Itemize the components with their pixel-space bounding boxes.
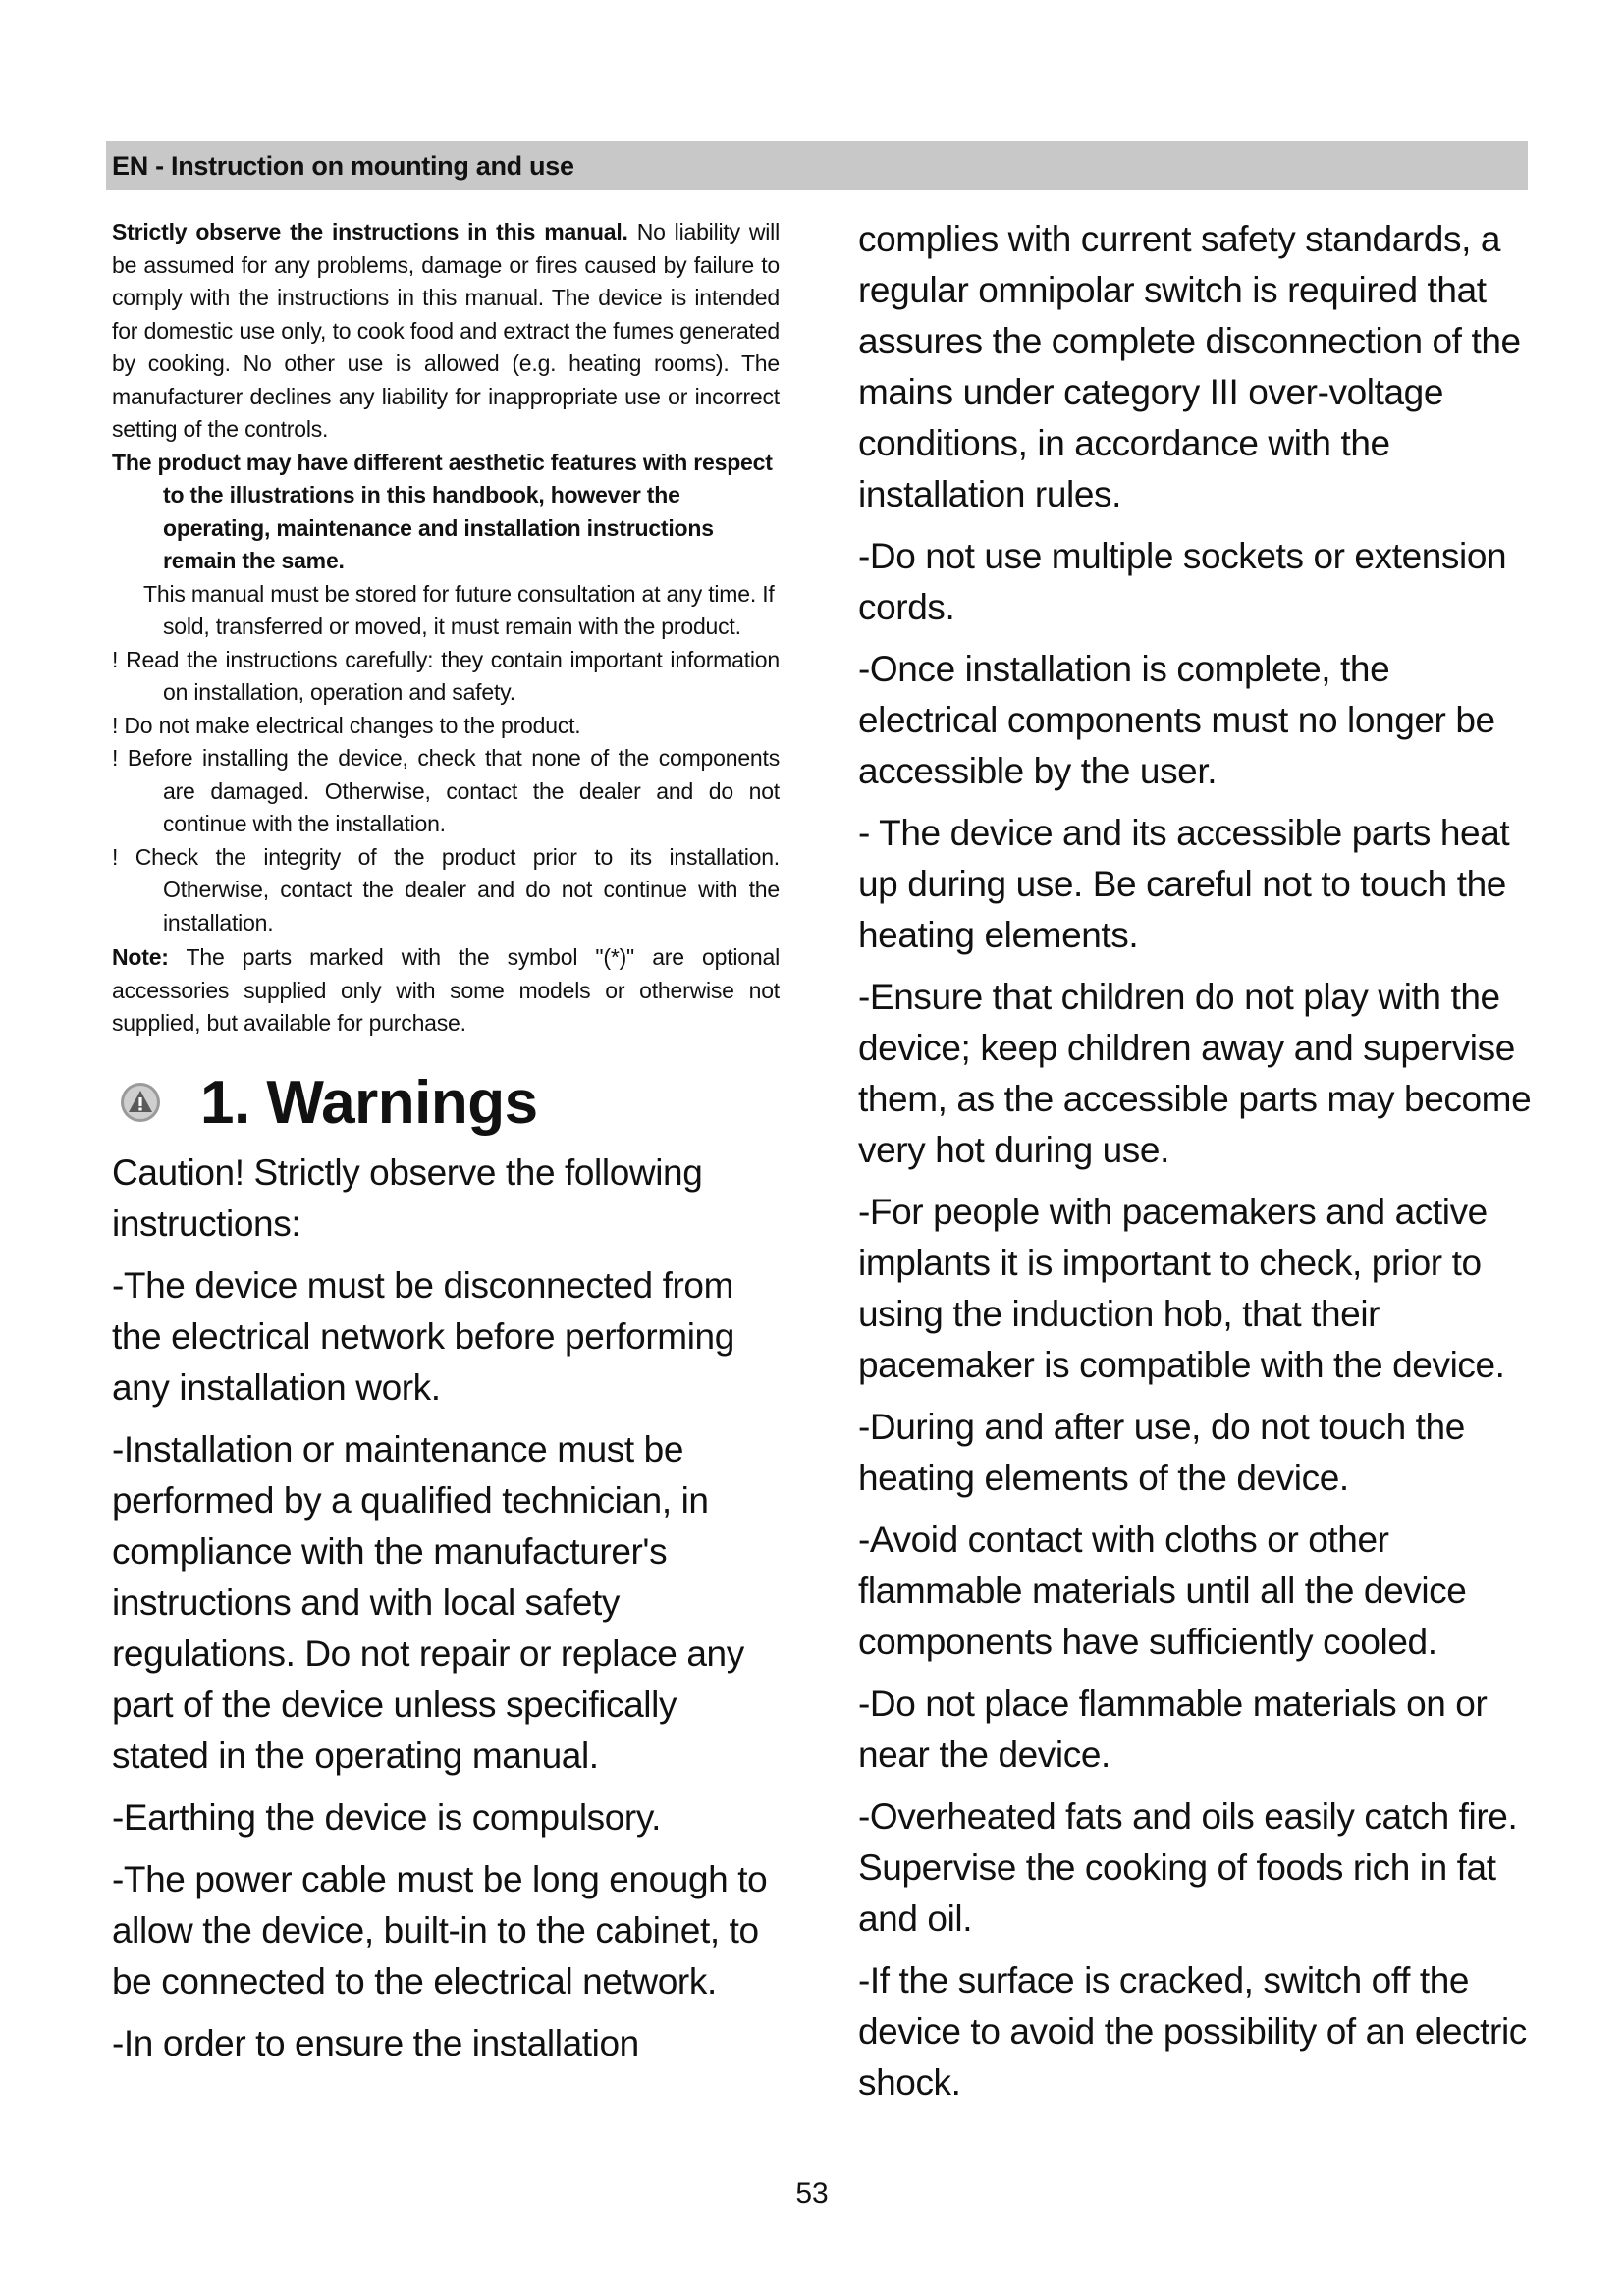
warning-item: -During and after use, do not touch the heating elements of the device.: [858, 1407, 1465, 1498]
warning-caution: Caution! Strictly observe the following instructions:: [112, 1151, 703, 1244]
warning-icon: [120, 1082, 161, 1123]
left-column: [112, 216, 780, 2080]
intro-note: [112, 941, 780, 1041]
intro-aesthetic-note: The product may have different aesthetic features with respect to the illustrations in this handbook, however the operating, maintenance and installation instructions remain the same.: [112, 449, 773, 573]
warning-item: -In order to ensure the installation: [112, 2022, 639, 2063]
intro-p1-text: No liability will be assumed for any problems, damage or fires caused by failure to comply with the instructions in this manual. The device is intended for domestic use only, to cook food and extract the fumes generated by cooking. No other use is allowed (e.g. heating rooms). The manufacturer declines any liability for inappropriate use or incorrect setting of the controls.: [112, 219, 781, 442]
warning-item: complies with current safety standards, a regular omnipolar switch is required that assures the complete disconnection of the mains under category III over-voltage conditions, in accordance with the installation rules.: [858, 219, 1521, 514]
intro-block: [112, 216, 780, 1041]
note-text: The parts marked with the symbol "(*)" are optional accessories supplied only with some models or otherwise not supplied, but available for purchase.: [112, 944, 780, 1036]
warnings-left-list: [112, 1148, 780, 2069]
warnings-heading: [112, 1068, 780, 1138]
warning-item: -Do not place flammable materials on or near the device.: [858, 1683, 1488, 1775]
intro-bullet-3: ! Before installing the device, check that none of the components are damaged. Otherwise, contact the dealer and do not continue with the installation.: [112, 745, 780, 836]
warning-item: -Ensure that children do not play with the device; keep children away and supervise them, as the accessible parts may become very hot during use.: [858, 977, 1532, 1170]
intro-storage-note: This manual must be stored for future consultation at any time. If sold, transferred or moved, it must remain with the product.: [143, 580, 775, 639]
warning-item: -Once installation is complete, the electrical components must no longer be accessible by the user.: [858, 649, 1495, 791]
section-header-title: EN - Instruction on mounting and use: [112, 151, 574, 181]
warning-item: - The device and its accessible parts heat up during use. Be careful not to touch the heating elements.: [858, 813, 1510, 955]
warning-item: -The device must be disconnected from the electrical network before performing any installation work.: [112, 1264, 734, 1408]
warning-item: -Overheated fats and oils easily catch fire. Supervise the cooking of foods rich in fat and oil.: [858, 1796, 1518, 1939]
warning-item: -The power cable must be long enough to allow the device, built-in to the cabinet, to be connected to the electrical network.: [112, 1858, 768, 2002]
section-header-bar: [106, 141, 1528, 190]
warning-item: -If the surface is cracked, switch off the device to avoid the possibility of an electric shock.: [858, 1960, 1527, 2103]
intro-bullet-1: ! Read the instructions carefully: they contain important information on installation, operation and safety.: [112, 646, 780, 705]
right-column: [858, 214, 1536, 2119]
warning-item: -Avoid contact with cloths or other flammable materials until all the device components have sufficiently cooled.: [858, 1520, 1467, 1662]
intro-bullet-2: ! Do not make electrical changes to the product.: [112, 712, 581, 738]
warning-item: -Installation or maintenance must be performed by a qualified technician, in compliance with the manufacturer's instructions and with local safety regulations. Do not repair or replace any part of the device unless specifically stated in the operating manual.: [112, 1428, 744, 1776]
warning-item: -For people with pacemakers and active implants it is important to check, prior to using the induction hob, that their pacemaker is compatible with the device.: [858, 1192, 1505, 1385]
intro-p1-bold: Strictly observe the instructions in this manual.: [112, 219, 628, 244]
note-label: Note:: [112, 944, 169, 970]
intro-bullet-4: ! Check the integrity of the product prior to its installation. Otherwise, contact the dealer and do not continue with the installation.: [112, 843, 780, 935]
warnings-title: 1. Warnings: [200, 1068, 538, 1137]
warning-item: -Earthing the device is compulsory.: [112, 1796, 662, 1838]
intro-paragraph-1: [112, 216, 780, 447]
warning-item: -Do not use multiple sockets or extension cords.: [858, 536, 1507, 627]
page-number: 53: [795, 2177, 829, 2210]
